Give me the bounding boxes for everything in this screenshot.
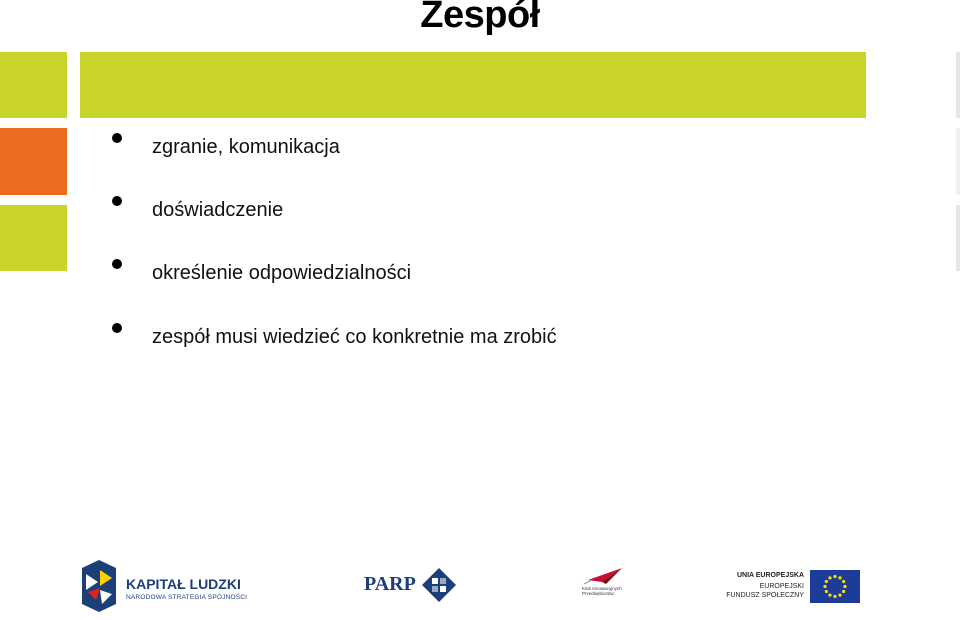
eu-star-icon — [823, 585, 826, 588]
eu-star-icon — [833, 595, 836, 598]
eu-star-icon — [825, 580, 828, 583]
paper-plane-icon — [582, 566, 626, 586]
eu-star-icon — [833, 575, 836, 578]
right-edge-block — [956, 205, 960, 271]
eu-line-3: FUNDUSZ SPOŁECZNY — [726, 592, 804, 599]
bullet-dot-icon — [112, 259, 122, 269]
eu-star-icon — [842, 580, 845, 583]
bullet-text: zespół musi wiedzieć co konkretnie ma zrobić — [152, 326, 557, 348]
kip-logo — [582, 566, 626, 606]
kapital-ludzki-icon — [82, 560, 116, 612]
kip-text: Klub Innowacyjnych Przedsiębiorstw — [582, 586, 622, 596]
bullet-dot-icon — [112, 133, 122, 143]
bullet-text: określenie odpowiedzialności — [152, 262, 412, 284]
right-edge-block — [956, 52, 960, 118]
eu-star-icon — [838, 594, 841, 597]
bullet-text: doświadczenie — [152, 199, 284, 221]
slide-title: Zespół — [420, 0, 540, 36]
parp-logo — [364, 568, 460, 604]
eu-star-icon — [843, 585, 846, 588]
bullet-dot-icon — [112, 196, 122, 206]
eu-line-1: UNIA EUROPEJSKA — [736, 572, 804, 579]
green-bar-main — [80, 52, 866, 118]
eu-line-2: EUROPEJSKI — [759, 583, 804, 590]
parp-mark-icon — [422, 568, 456, 602]
bullet-dot-icon — [112, 323, 122, 333]
orange-square — [0, 128, 67, 195]
kapital-ludzki-title: KAPITAŁ LUDZKI — [126, 576, 241, 592]
eu-logo — [726, 570, 860, 604]
green-square — [0, 205, 67, 271]
eu-star-icon — [838, 576, 841, 579]
kapital-ludzki-logo — [82, 560, 252, 612]
kapital-ludzki-subtitle: NARODOWA STRATEGIA SPÓJNOŚCI — [126, 594, 248, 601]
eu-flag-icon — [810, 570, 860, 603]
eu-star-icon — [825, 590, 828, 593]
green-bar-left — [0, 52, 67, 118]
bullet-text: zgranie, komunikacja — [152, 136, 340, 158]
eu-star-icon — [828, 576, 831, 579]
eu-star-icon — [842, 590, 845, 593]
right-edge-block — [956, 128, 960, 195]
parp-text: PARP — [364, 573, 416, 595]
eu-star-icon — [828, 594, 831, 597]
